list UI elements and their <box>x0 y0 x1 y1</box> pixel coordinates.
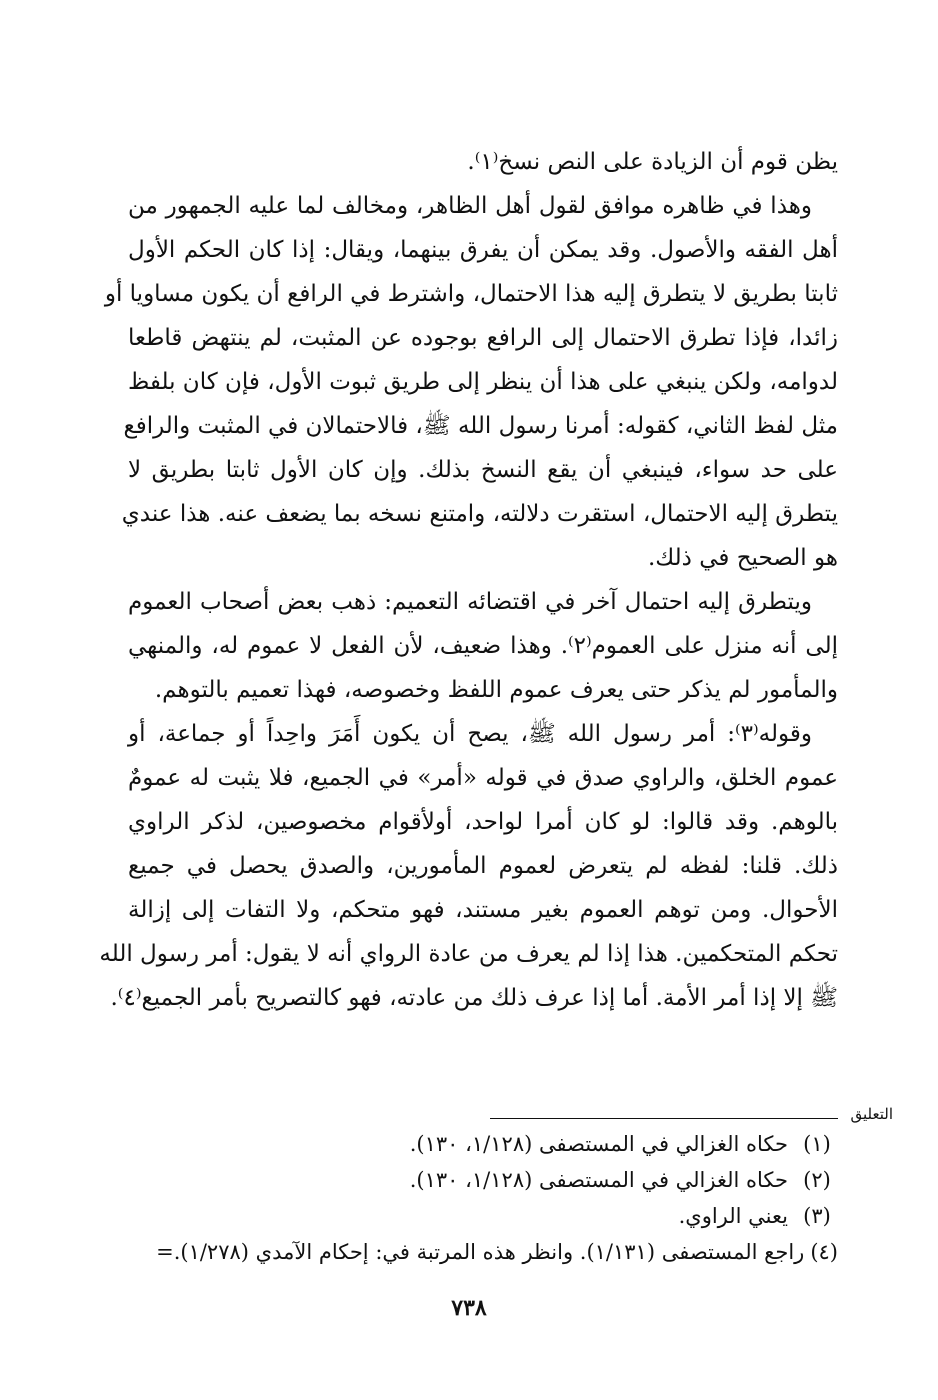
footnote-text: حكاه الغزالي في المستصفى (١/١٢٨، ١٣٠). <box>409 1132 788 1156</box>
text-line: ﷺ إلا إذا أمر الأمة. أما إذا عرف ذلك من عادته، فهو كالتصريح بأمر الجميع⁽٤⁾. <box>110 985 838 1011</box>
text-line: وقوله⁽٣⁾: أمر رسول الله ﷺ، يصح أن يكون أَمَرَ واحِداً أو جماعة، أو <box>128 721 812 747</box>
footnote-item <box>128 1126 838 1162</box>
footnote-text: حكاه الغزالي في المستصفى (١/١٢٨، ١٣٠). <box>409 1168 788 1192</box>
text-line: على حد سواء، فينبغي أن يقع النسخ بذلك. وإن كان الأول ثابتا بطريق لا <box>128 457 838 483</box>
footnote-number: (٤) <box>810 1240 838 1264</box>
text-line: أهل الفقه والأصول. وقد يمكن أن يفرق بينهما، ويقال: إذا كان الحكم الأول <box>128 237 838 263</box>
text-line: ذلك. قلنا: لفظه لم يتعرض لعموم المأمورين، والصدق يحصل في جميع <box>128 853 838 879</box>
text-line: هو الصحيح في ذلك. <box>647 545 838 571</box>
text-line: والمأمور لم يذكر حتى يعرف عموم اللفظ وخصوصه، فهذا تعميم بالتوهم. <box>154 677 838 703</box>
page-number: ٧٣٨ <box>451 1295 487 1321</box>
footnote-rule <box>490 1118 838 1119</box>
footnote-item <box>128 1198 838 1234</box>
text-line: الأحوال. ومن توهم العموم بغير مستند، فهو متحكم، ولا التفات إلى إزالة <box>128 897 838 923</box>
text-line: ثابتا بطريق لا يتطرق إليه هذا الاحتمال، واشترط في الرافع أن يكون مساويا أو <box>104 281 838 307</box>
footnote-separator-label: التعليق <box>850 1105 893 1123</box>
text-line: يتطرق إليه الاحتمال، استقرت دلالته، وامتنع نسخه بما يضعف عنه. هذا عندي <box>121 501 838 527</box>
text-line: تحكم المتحكمين. هذا إذا لم يعرف من عادة الرواي أنه لا يقول: أمر رسول الله <box>99 941 838 967</box>
text-line: وهذا في ظاهره موافق لقول أهل الظاهر، ومخالف لما عليه الجمهور من <box>128 193 812 219</box>
footnote-text: يعني الراوي. <box>678 1204 788 1228</box>
text-line: إلى أنه منزل على العموم⁽٢⁾. وهذا ضعيف، لأن الفعل لا عموم له، والمنهي <box>128 633 838 659</box>
text-line: ويتطرق إليه احتمال آخر في اقتضائه التعميم: ذهب بعض أصحاب العموم <box>128 589 812 615</box>
text-line: زائدا، فإذا تطرق الاحتمال إلى الرافع بوجوده عن المثبت، لم ينتهض قاطعا <box>128 325 838 351</box>
footnote-item <box>128 1162 838 1198</box>
footnote-number: (٢) <box>803 1168 831 1192</box>
text-line: عموم الخلق، والراوي صدق في قوله «أمر» في الجميع، فلا يثبت له عمومٌ <box>128 765 838 791</box>
footnote-item <box>128 1234 838 1270</box>
footnote-number: (١) <box>803 1132 831 1156</box>
text-line: يظن قوم أن الزيادة على النص نسخ⁽١⁾. <box>467 149 838 175</box>
footnotes <box>128 1126 838 1270</box>
text-line: مثل لفظ الثاني، كقوله: أمرنا رسول الله ﷺ، فالاحتمالان في المثبت والرافع <box>123 413 838 439</box>
footnote-text: راجع المستصفى (١/١٣١). وانظر هذه المرتبة في: إحكام الآمدي (١/٢٧٨).= <box>156 1240 805 1264</box>
footnote-separator <box>490 1105 893 1128</box>
text-line: بالوهم. وقد قالوا: لو كان أمرا لواحد، أولأقوام مخصوصين، لذكر الراوي <box>128 809 838 835</box>
text-line: لدوامه، ولكن ينبغي على هذا أن ينظر إلى طريق ثبوت الأول، فإن كان بلفظ <box>128 369 838 395</box>
main-text <box>99 140 838 1020</box>
footnote-number: (٣) <box>803 1204 831 1228</box>
